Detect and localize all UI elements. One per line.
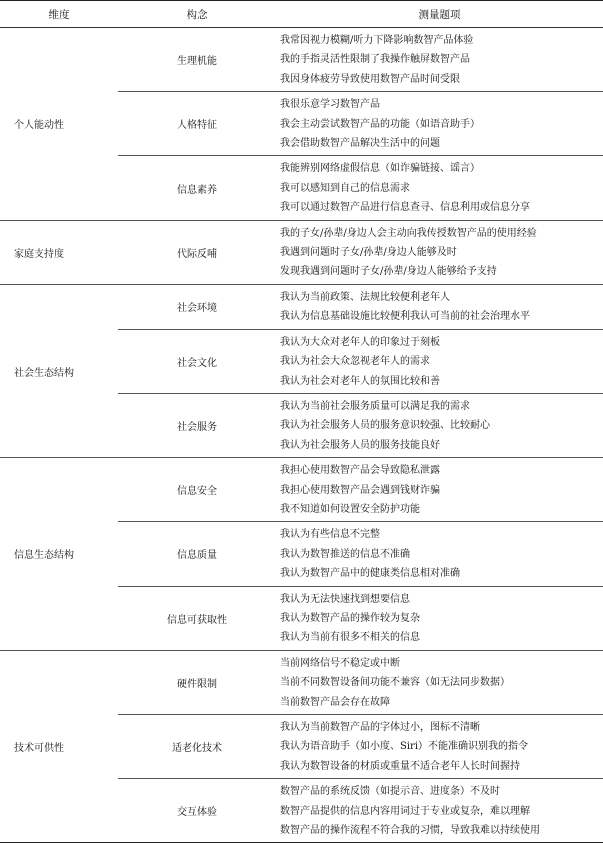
construct-cell: 交互体验 xyxy=(118,779,276,843)
item-text: 当前不同数智设备间功能不兼容（如无法同步数据） xyxy=(280,677,510,689)
construct-cell: 社会文化 xyxy=(118,329,276,393)
item-text: 我可以通过数智产品进行信息查寻、信息利用或信息分享 xyxy=(280,202,530,214)
item-text: 我能辨别网络虚假信息（如诈骗链接、谣言） xyxy=(280,163,480,175)
item-text: 我认为有些信息不完整 xyxy=(280,529,380,541)
table-row xyxy=(0,650,603,714)
construct-cell: 社会环境 xyxy=(118,284,276,329)
items-cell xyxy=(276,779,603,843)
item-text: 数智产品的系统反馈（如提示音、进度条）不及时 xyxy=(280,786,500,798)
item-text: 我认为大众对老年人的印象过于刻板 xyxy=(280,336,440,348)
item-text: 我认为数智产品的操作较为复杂 xyxy=(280,612,420,624)
item-text: 当前网络信号不稳定或中断 xyxy=(280,657,400,669)
item-text: 我因身体疲劳导致使用数智产品时间受限 xyxy=(280,73,460,85)
construct-cell: 人格特征 xyxy=(118,92,276,156)
construct-cell: 信息安全 xyxy=(118,458,276,522)
items-cell xyxy=(276,156,603,220)
item-text: 我担心使用数智产品会遇到钱财诈骗 xyxy=(280,484,440,496)
item-text: 我认为当前有很多不相关的信息 xyxy=(280,632,420,644)
items-cell xyxy=(276,650,603,714)
dimension-cell: 技术可供性 xyxy=(0,650,118,843)
item-text: 我不知道如何设置安全防护功能 xyxy=(280,503,420,515)
construct-cell: 信息可获取性 xyxy=(118,586,276,650)
construct-cell: 信息质量 xyxy=(118,522,276,586)
items-cell xyxy=(276,522,603,586)
construct-cell: 硬件限制 xyxy=(118,650,276,714)
header-row xyxy=(0,1,603,28)
items-cell xyxy=(276,28,603,92)
item-text: 我的手指灵活性限制了我操作触屏数智产品 xyxy=(280,54,470,66)
dimension-cell: 信息生态结构 xyxy=(0,458,118,651)
item-text: 数智产品提供的信息内容用词过于专业或复杂，难以理解 xyxy=(280,805,530,817)
table-row xyxy=(0,284,603,329)
construct-cell: 适老化技术 xyxy=(118,715,276,779)
items-cell xyxy=(276,92,603,156)
item-text: 我担心使用数智产品会导致隐私泄露 xyxy=(280,465,440,477)
header-construct: 构念 xyxy=(118,1,276,28)
table-row xyxy=(0,220,603,284)
table-row xyxy=(0,28,603,92)
items-cell xyxy=(276,458,603,522)
item-text: 我认为社会对老年人的氛围比较和善 xyxy=(280,375,440,387)
construct-cell: 生理机能 xyxy=(118,28,276,92)
construct-cell: 代际反哺 xyxy=(118,220,276,284)
items-cell xyxy=(276,393,603,457)
table-row xyxy=(0,458,603,522)
item-text: 我认为社会服务人员的服务技能良好 xyxy=(280,439,440,451)
item-text: 我常因视力模糊/听力下降影响数智产品体验 xyxy=(280,35,474,46)
table-body xyxy=(0,28,603,843)
item-text: 发现我遇到问题时子女/孙辈/身边人能够给予支持 xyxy=(280,266,497,278)
item-text: 我可以感知到自己的信息需求 xyxy=(280,182,410,194)
item-text: 我认为当前政策、法规比较便利老年人 xyxy=(280,291,450,303)
item-text: 我认为数智推送的信息不准确 xyxy=(280,548,410,560)
items-cell xyxy=(276,329,603,393)
items-cell xyxy=(276,586,603,650)
item-text: 我认为数智产品中的健康类信息相对准确 xyxy=(280,568,460,580)
item-text: 数智产品的操作流程不符合我的习惯，导致我难以持续使用 xyxy=(280,825,540,837)
item-text: 我认为语音助手（如小度、Siri）不能准确识别我的指令 xyxy=(280,741,529,753)
construct-cell: 社会服务 xyxy=(118,393,276,457)
item-text: 当前数智产品会存在故障 xyxy=(280,696,390,708)
item-text: 我认为当前数智产品的字体过小，图标不清晰 xyxy=(280,722,480,733)
items-cell xyxy=(276,220,603,284)
item-text: 我会借助数智产品解决生活中的问题 xyxy=(280,138,440,150)
item-text: 我认为数智设备的材质或重量不适合老年人长时间握持 xyxy=(280,760,520,772)
items-cell xyxy=(276,284,603,329)
dimension-cell: 个人能动性 xyxy=(0,28,118,221)
item-text: 我认为无法快速找到想要信息 xyxy=(280,593,410,605)
item-text: 我认为社会服务人员的服务意识较强、比较耐心 xyxy=(280,420,490,432)
header-dimension: 维度 xyxy=(0,1,118,28)
item-text: 我认为信息基础设施比较便利我认可当前的社会治理水平 xyxy=(280,311,530,323)
construct-cell: 信息素养 xyxy=(118,156,276,220)
items-cell xyxy=(276,715,603,779)
item-text: 我会主动尝试数智产品的功能（如语音助手） xyxy=(280,118,480,130)
item-text: 我的子女/孙辈/身边人会主动向我传授数智产品的使用经验 xyxy=(280,227,537,239)
item-text: 我很乐意学习数智产品 xyxy=(280,99,380,111)
header-items: 测量题项 xyxy=(276,1,603,28)
item-text: 我遇到问题时子女/孙辈/身边人能够及时 xyxy=(280,247,457,259)
dimension-cell: 家庭支持度 xyxy=(0,220,118,284)
item-text: 我认为当前社会服务质量可以满足我的需求 xyxy=(280,400,470,412)
item-text: 我认为社会大众忽视老年人的需求 xyxy=(280,356,430,368)
dimension-cell: 社会生态结构 xyxy=(0,284,118,457)
